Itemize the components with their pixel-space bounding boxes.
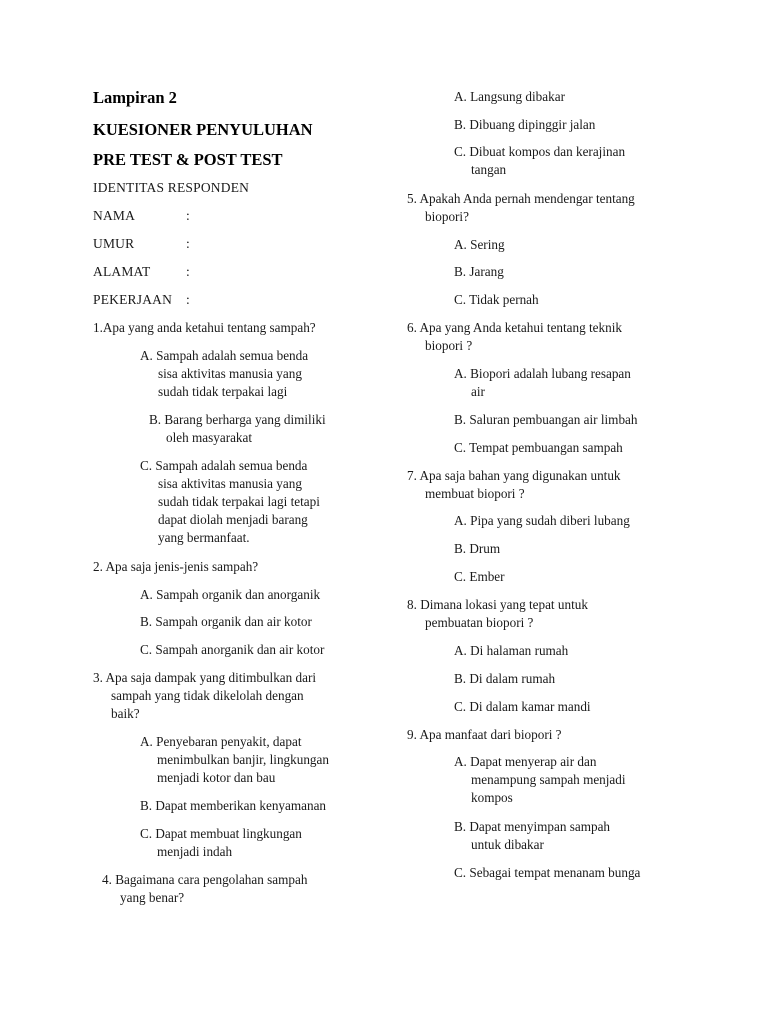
q5-option-b: B. Jarang (454, 264, 504, 279)
q5-option-a: A. Sering (454, 237, 505, 252)
option-text: sudah tidak terpakai lagi tetapi (158, 494, 320, 509)
q7-option-b: B. Drum (454, 541, 501, 556)
option-text: menjadi indah (157, 844, 233, 859)
q4-option-b: B. Dibuang dipinggir jalan (454, 117, 596, 132)
q9-option-c: C. Sebagai tempat menanam bunga (454, 865, 641, 880)
option-text: A. Sampah adalah semua benda (140, 348, 309, 363)
q5-option-c: C. Tidak pernah (454, 292, 539, 307)
q2-option-a: A. Sampah organik dan anorganik (140, 587, 321, 602)
field-label-alamat: ALAMAT (93, 264, 151, 279)
option-text: B. Dapat menyimpan sampah (454, 819, 611, 834)
q8-option-c: C. Di dalam kamar mandi (454, 699, 591, 714)
question-text: pembuatan biopori ? (425, 615, 534, 630)
q8-option-b: B. Di dalam rumah (454, 671, 556, 686)
field-sep-alamat: : (186, 264, 190, 279)
question-text: 5. Apakah Anda pernah mendengar tentang (407, 191, 635, 206)
option-text: menampung sampah menjadi (471, 772, 626, 787)
option-text: air (471, 384, 485, 399)
appendix-label: Lampiran 2 (93, 88, 177, 107)
q7-option-c: C. Ember (454, 569, 505, 584)
option-text: dapat diolah menjadi barang (158, 512, 308, 527)
option-text: menjadi kotor dan bau (157, 770, 276, 785)
question-text: yang benar? (120, 890, 185, 905)
option-text: C. Dapat membuat lingkungan (140, 826, 302, 841)
identity-heading: IDENTITAS RESPONDEN (93, 180, 250, 195)
option-text: untuk dibakar (471, 837, 544, 852)
q6-option-c: C. Tempat pembuangan sampah (454, 440, 623, 455)
q3-option-b: B. Dapat memberikan kenyamanan (140, 798, 327, 813)
page-title-line2: PRE TEST & POST TEST (93, 150, 283, 169)
option-text: sudah tidak terpakai lagi (158, 384, 288, 399)
question-9: 9. Apa manfaat dari biopori ? (407, 727, 562, 742)
option-text: A. Penyebaran penyakit, dapat (140, 734, 302, 749)
option-text: menimbulkan banjir, lingkungan (157, 752, 329, 767)
q4-option-a: A. Langsung dibakar (454, 89, 565, 104)
question-text: membuat biopori ? (425, 486, 525, 501)
question-text: baik? (111, 706, 140, 721)
question-1: 1.Apa yang anda ketahui tentang sampah? (93, 320, 316, 335)
question-2: 2. Apa saja jenis-jenis sampah? (93, 559, 259, 574)
question-text: 4. Bagaimana cara pengolahan sampah (102, 872, 308, 887)
field-sep-nama: : (186, 208, 190, 223)
field-sep-umur: : (186, 236, 190, 251)
field-label-pekerjaan: PEKERJAAN (93, 292, 173, 307)
option-text: sisa aktivitas manusia yang (158, 476, 302, 491)
question-text: biopori? (425, 209, 469, 224)
option-text: C. Sampah adalah semua benda (140, 458, 308, 473)
q8-option-a: A. Di halaman rumah (454, 643, 569, 658)
option-text: oleh masyarakat (166, 430, 253, 445)
q2-option-b: B. Sampah organik dan air kotor (140, 614, 312, 629)
option-text: C. Dibuat kompos dan kerajinan (454, 144, 626, 159)
option-text: A. Dapat menyerap air dan (454, 754, 597, 769)
option-text: tangan (471, 162, 507, 177)
field-label-umur: UMUR (93, 236, 135, 251)
field-sep-pekerjaan: : (186, 292, 190, 307)
question-text: sampah yang tidak dikelolah dengan (111, 688, 304, 703)
question-text: biopori ? (425, 338, 473, 353)
option-text: B. Barang berharga yang dimiliki (149, 412, 326, 427)
q2-option-c: C. Sampah anorganik dan air kotor (140, 642, 325, 657)
question-text: 7. Apa saja bahan yang digunakan untuk (407, 468, 621, 483)
page-title-line1: KUESIONER PENYULUHAN (93, 120, 313, 139)
question-text: 6. Apa yang Anda ketahui tentang teknik (407, 320, 622, 335)
field-label-nama: NAMA (93, 208, 136, 223)
q7-option-a: A. Pipa yang sudah diberi lubang (454, 513, 630, 528)
question-text: 8. Dimana lokasi yang tepat untuk (407, 597, 588, 612)
option-text: A. Biopori adalah lubang resapan (454, 366, 631, 381)
q6-option-b: B. Saluran pembuangan air limbah (454, 412, 638, 427)
option-text: kompos (471, 790, 513, 805)
option-text: yang bermanfaat. (158, 530, 250, 545)
option-text: sisa aktivitas manusia yang (158, 366, 302, 381)
question-text: 3. Apa saja dampak yang ditimbulkan dari (93, 670, 317, 685)
